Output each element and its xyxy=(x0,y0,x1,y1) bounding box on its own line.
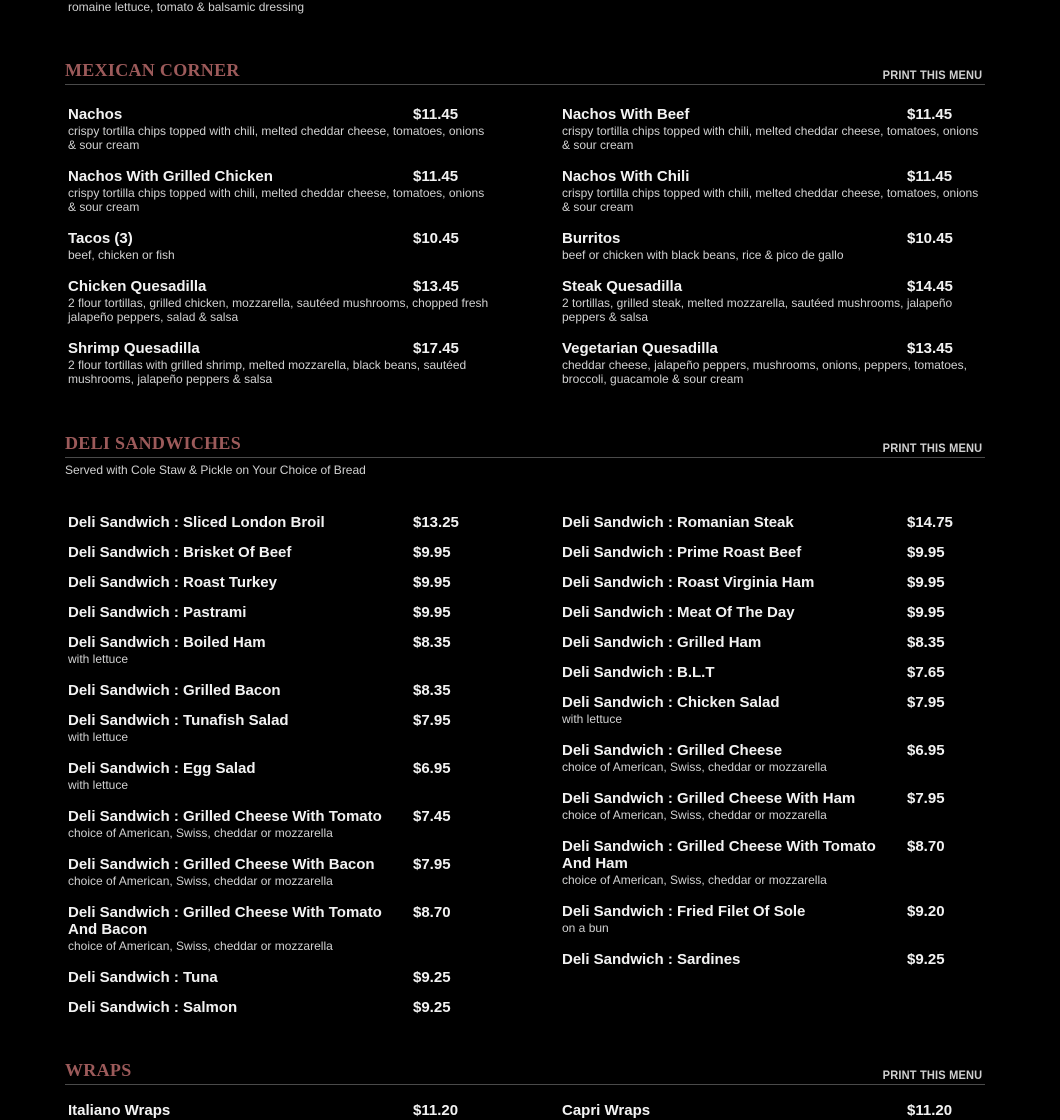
menu-item xyxy=(68,712,488,744)
menu-item xyxy=(562,903,982,935)
menu-item-description: crispy tortilla chips topped with chili, melted cheddar cheese, tomatoes, onions & sour cream xyxy=(68,124,485,152)
menu-item-description: 2 flour tortillas, grilled chicken, mozzarella, sautéed mushrooms, chopped fresh jalapeño peppers, salad & salsa xyxy=(68,296,489,324)
menu-item-name: Deli Sandwich : Grilled Cheese With Tomato And Ham xyxy=(562,838,876,872)
menu-item xyxy=(562,340,982,386)
menu-item xyxy=(68,808,488,840)
menu-item-name: Burritos xyxy=(562,230,621,247)
menu-item-name: Deli Sandwich : Grilled Cheese xyxy=(562,742,783,759)
menu-item-name: Nachos With Grilled Chicken xyxy=(68,168,273,185)
menu-item-price: $8.35 xyxy=(907,634,945,651)
menu-item-name: Deli Sandwich : Pastrami xyxy=(68,604,247,621)
menu-item-name: Nachos With Chili xyxy=(562,168,690,185)
menu-item-name: Deli Sandwich : Chicken Salad xyxy=(562,694,780,711)
menu-item xyxy=(562,604,982,622)
menu-item-description: choice of American, Swiss, cheddar or mozzarella xyxy=(68,939,333,953)
menu-item xyxy=(562,1102,982,1120)
menu-item-price: $9.25 xyxy=(413,999,451,1016)
menu-item xyxy=(562,230,982,262)
menu-item-name: Deli Sandwich : Grilled Cheese With Tomato xyxy=(68,808,382,825)
menu-item-price: $17.45 xyxy=(413,340,459,357)
menu-item-description: with lettuce xyxy=(68,652,129,666)
menu-item-name: Chicken Quesadilla xyxy=(68,278,207,295)
menu-item-price: $9.20 xyxy=(907,903,945,920)
menu-item xyxy=(562,278,982,324)
menu-item-name: Deli Sandwich : Tuna xyxy=(68,969,218,986)
menu-item xyxy=(562,664,982,682)
menu-item-description: beef, chicken or fish xyxy=(68,248,175,262)
menu-item xyxy=(68,574,488,592)
menu-item-description: choice of American, Swiss, cheddar or mozzarella xyxy=(562,808,827,822)
menu-item xyxy=(68,168,488,214)
section-divider xyxy=(65,1084,985,1085)
menu-item xyxy=(68,760,488,792)
menu-item xyxy=(68,904,488,953)
menu-item-description: on a bun xyxy=(562,921,609,935)
menu-item xyxy=(68,856,488,888)
menu-item-description: crispy tortilla chips topped with chili, melted cheddar cheese, tomatoes, onions & sour cream xyxy=(562,186,979,214)
menu-item-name: Deli Sandwich : Boiled Ham xyxy=(68,634,266,651)
menu-item xyxy=(68,999,488,1017)
menu-item-price: $9.95 xyxy=(907,544,945,561)
menu-item-price: $13.45 xyxy=(907,340,953,357)
menu-item xyxy=(68,514,488,532)
menu-item-name: Deli Sandwich : Sliced London Broil xyxy=(68,514,325,531)
menu-item-name: Deli Sandwich : Sardines xyxy=(562,951,741,968)
menu-item-price: $8.70 xyxy=(907,838,945,855)
menu-item-name: Nachos With Beef xyxy=(562,106,690,123)
menu-item-name: Nachos xyxy=(68,106,123,123)
menu-item-price: $11.45 xyxy=(413,168,459,185)
menu-item-price: $6.95 xyxy=(413,760,451,777)
menu-item xyxy=(68,969,488,987)
section-subtitle: Served with Cole Staw & Pickle on Your Choice of Bread xyxy=(65,463,366,477)
section-divider xyxy=(65,84,985,85)
menu-item-price: $7.45 xyxy=(413,808,451,825)
menu-item-price: $7.95 xyxy=(413,856,451,873)
menu-item-price: $14.75 xyxy=(907,514,953,531)
menu-item xyxy=(562,742,982,774)
menu-item-price: $6.95 xyxy=(907,742,945,759)
menu-item-description: beef or chicken with black beans, rice & pico de gallo xyxy=(562,248,844,262)
menu-item-description: with lettuce xyxy=(68,730,129,744)
item-description: romaine lettuce, tomato & balsamic dressing xyxy=(68,0,305,14)
section-title: MEXICAN CORNER xyxy=(65,60,240,80)
menu-item-name: Deli Sandwich : Meat Of The Day xyxy=(562,604,795,621)
menu-item-price: $7.95 xyxy=(907,790,945,807)
menu-item-price: $11.45 xyxy=(907,106,953,123)
menu-item xyxy=(562,790,982,822)
menu-item-description: choice of American, Swiss, cheddar or mozzarella xyxy=(562,760,827,774)
menu-item-description: crispy tortilla chips topped with chili, melted cheddar cheese, tomatoes, onions & sour cream xyxy=(562,124,979,152)
menu-item xyxy=(562,838,982,887)
menu-item xyxy=(68,604,488,622)
menu-item xyxy=(68,544,488,562)
menu-item-name: Deli Sandwich : B.L.T xyxy=(562,664,715,681)
menu-item-price: $10.45 xyxy=(413,230,459,247)
menu-item-name: Deli Sandwich : Romanian Steak xyxy=(562,514,794,531)
print-menu-button[interactable]: PRINT THIS MENU xyxy=(882,1068,982,1082)
menu-item-description: 2 tortillas, grilled steak, melted mozzarella, sautéed mushrooms, jalapeño peppers & salsa xyxy=(562,296,953,324)
menu-item-price: $10.45 xyxy=(907,230,953,247)
menu-item xyxy=(562,544,982,562)
section-title: WRAPS xyxy=(65,1060,132,1080)
menu-item xyxy=(562,106,982,152)
menu-item-name: Capri Wraps xyxy=(562,1102,651,1119)
menu-item-price: $9.95 xyxy=(907,574,945,591)
section-divider xyxy=(65,457,985,458)
menu-item-name: Deli Sandwich : Roast Virginia Ham xyxy=(562,574,815,591)
menu-item-price: $9.25 xyxy=(907,951,945,968)
menu-item xyxy=(562,634,982,652)
menu-item-name: Italiano Wraps xyxy=(68,1102,171,1119)
menu-item xyxy=(68,682,488,700)
menu-item-price: $9.95 xyxy=(907,604,945,621)
menu-item xyxy=(562,951,982,969)
menu-item-price: $9.95 xyxy=(413,544,451,561)
menu-item xyxy=(68,106,488,152)
menu-item-price: $11.20 xyxy=(907,1102,953,1119)
menu-item xyxy=(68,278,488,324)
menu-item-price: $7.65 xyxy=(907,664,945,681)
menu-item-name: Deli Sandwich : Grilled Cheese With Bacon xyxy=(68,856,375,873)
menu-item-name: Steak Quesadilla xyxy=(562,278,683,295)
menu-item-price: $9.95 xyxy=(413,574,451,591)
menu-item-description: crispy tortilla chips topped with chili, melted cheddar cheese, tomatoes, onions & sour cream xyxy=(68,186,485,214)
menu-item-name: Deli Sandwich : Brisket Of Beef xyxy=(68,544,292,561)
menu-item-price: $9.25 xyxy=(413,969,451,986)
menu-item-description: 2 flour tortillas with grilled shrimp, melted mozzarella, black beans, sautéed mushrooms, jalapeño peppers & salsa xyxy=(68,358,467,386)
menu-item-price: $13.45 xyxy=(413,278,459,295)
menu-item-description: choice of American, Swiss, cheddar or mozzarella xyxy=(562,873,827,887)
menu-item-price: $8.35 xyxy=(413,634,451,651)
menu-item-price: $11.45 xyxy=(413,106,459,123)
print-menu-button[interactable]: PRINT THIS MENU xyxy=(882,68,982,82)
menu-item-description: cheddar cheese, jalapeño peppers, mushrooms, onions, peppers, tomatoes, broccoli, guacamole & sour cream xyxy=(562,358,967,386)
menu-item-name: Deli Sandwich : Prime Roast Beef xyxy=(562,544,802,561)
menu-item-description: with lettuce xyxy=(562,712,623,726)
menu-item-description: choice of American, Swiss, cheddar or mozzarella xyxy=(68,874,333,888)
menu-item-name: Deli Sandwich : Grilled Bacon xyxy=(68,682,281,699)
menu-item-description: choice of American, Swiss, cheddar or mozzarella xyxy=(68,826,333,840)
menu-item-price: $8.70 xyxy=(413,904,451,921)
menu-item-description: with lettuce xyxy=(68,778,129,792)
menu-item-name: Deli Sandwich : Roast Turkey xyxy=(68,574,277,591)
menu-item-name: Deli Sandwich : Tunafish Salad xyxy=(68,712,289,729)
menu-item-price: $7.95 xyxy=(413,712,451,729)
menu-item-name: Vegetarian Quesadilla xyxy=(562,340,718,357)
menu-item-price: $11.45 xyxy=(907,168,953,185)
menu-item xyxy=(562,514,982,532)
menu-item-price: $14.45 xyxy=(907,278,953,295)
menu-item-name: Deli Sandwich : Fried Filet Of Sole xyxy=(562,903,806,920)
menu-item-name: Deli Sandwich : Egg Salad xyxy=(68,760,256,777)
menu-item-price: $9.95 xyxy=(413,604,451,621)
menu-item-price: $11.20 xyxy=(413,1102,459,1119)
menu-item xyxy=(562,574,982,592)
menu-item-price: $7.95 xyxy=(907,694,945,711)
menu-item-name: Deli Sandwich : Salmon xyxy=(68,999,238,1016)
menu-item xyxy=(68,634,488,666)
menu-item xyxy=(68,1102,488,1120)
menu-item-name: Deli Sandwich : Grilled Cheese With Ham xyxy=(562,790,856,807)
menu-item-name: Tacos (3) xyxy=(68,230,133,247)
menu-item xyxy=(562,168,982,214)
print-menu-button[interactable]: PRINT THIS MENU xyxy=(882,441,982,455)
menu-item xyxy=(68,230,488,262)
section-title: DELI SANDWICHES xyxy=(65,433,242,453)
menu-item-name: Deli Sandwich : Grilled Ham xyxy=(562,634,762,651)
menu-item xyxy=(68,340,488,386)
menu-item-price: $8.35 xyxy=(413,682,451,699)
menu-item-name: Shrimp Quesadilla xyxy=(68,340,200,357)
menu-item xyxy=(562,694,982,726)
menu-item-name: Deli Sandwich : Grilled Cheese With Tomato And Bacon xyxy=(68,904,382,938)
menu-item-price: $13.25 xyxy=(413,514,459,531)
